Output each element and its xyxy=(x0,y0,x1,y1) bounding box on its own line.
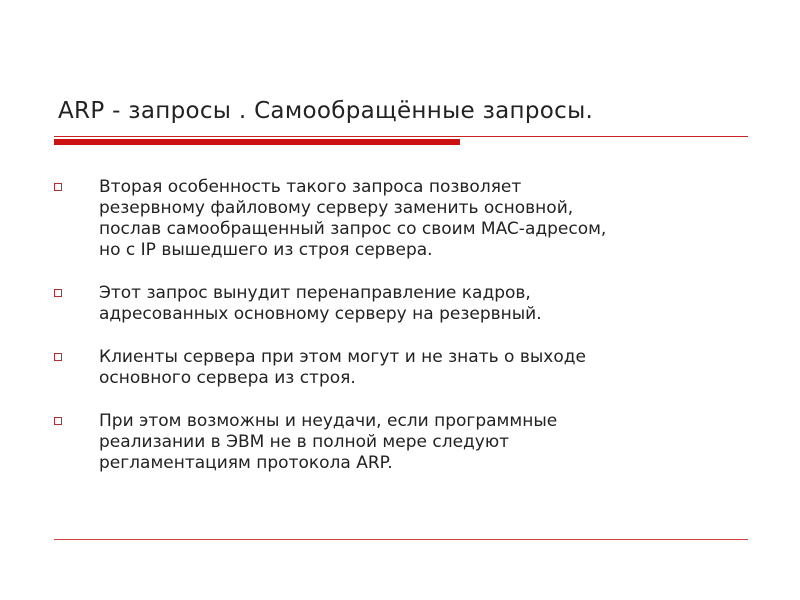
bullet-item xyxy=(54,283,744,325)
title-underline-thin xyxy=(54,136,748,137)
footer-rule xyxy=(54,539,748,540)
slide-title: ARP - запросы . Самообращённые запросы. xyxy=(58,98,594,124)
title-underline-thick xyxy=(54,139,460,145)
hollow-square-icon xyxy=(54,353,62,361)
bullet-item xyxy=(54,347,744,389)
bullet-item xyxy=(54,411,744,474)
bullet-text: Вторая особенность такого запроса позволяет резервному файловому серверу заменить основной, послав самообращенный запрос со своим MAC-адресом, но с IP вышедшего из строя сервера. xyxy=(99,177,607,260)
hollow-square-icon xyxy=(54,183,62,191)
hollow-square-icon xyxy=(54,289,62,297)
bullet-list xyxy=(54,177,744,496)
hollow-square-icon xyxy=(54,417,62,425)
bullet-text: Клиенты сервера при этом могут и не знать о выходе основного сервера из строя. xyxy=(99,347,586,388)
bullet-text: Этот запрос вынудит перенаправление кадров, адресованных основному серверу на резервный. xyxy=(99,283,542,324)
bullet-text: При этом возможны и неудачи, если программные реализании в ЭВМ не в полной мере следуют регламентациям протокола ARP. xyxy=(99,411,558,473)
bullet-item xyxy=(54,177,744,261)
